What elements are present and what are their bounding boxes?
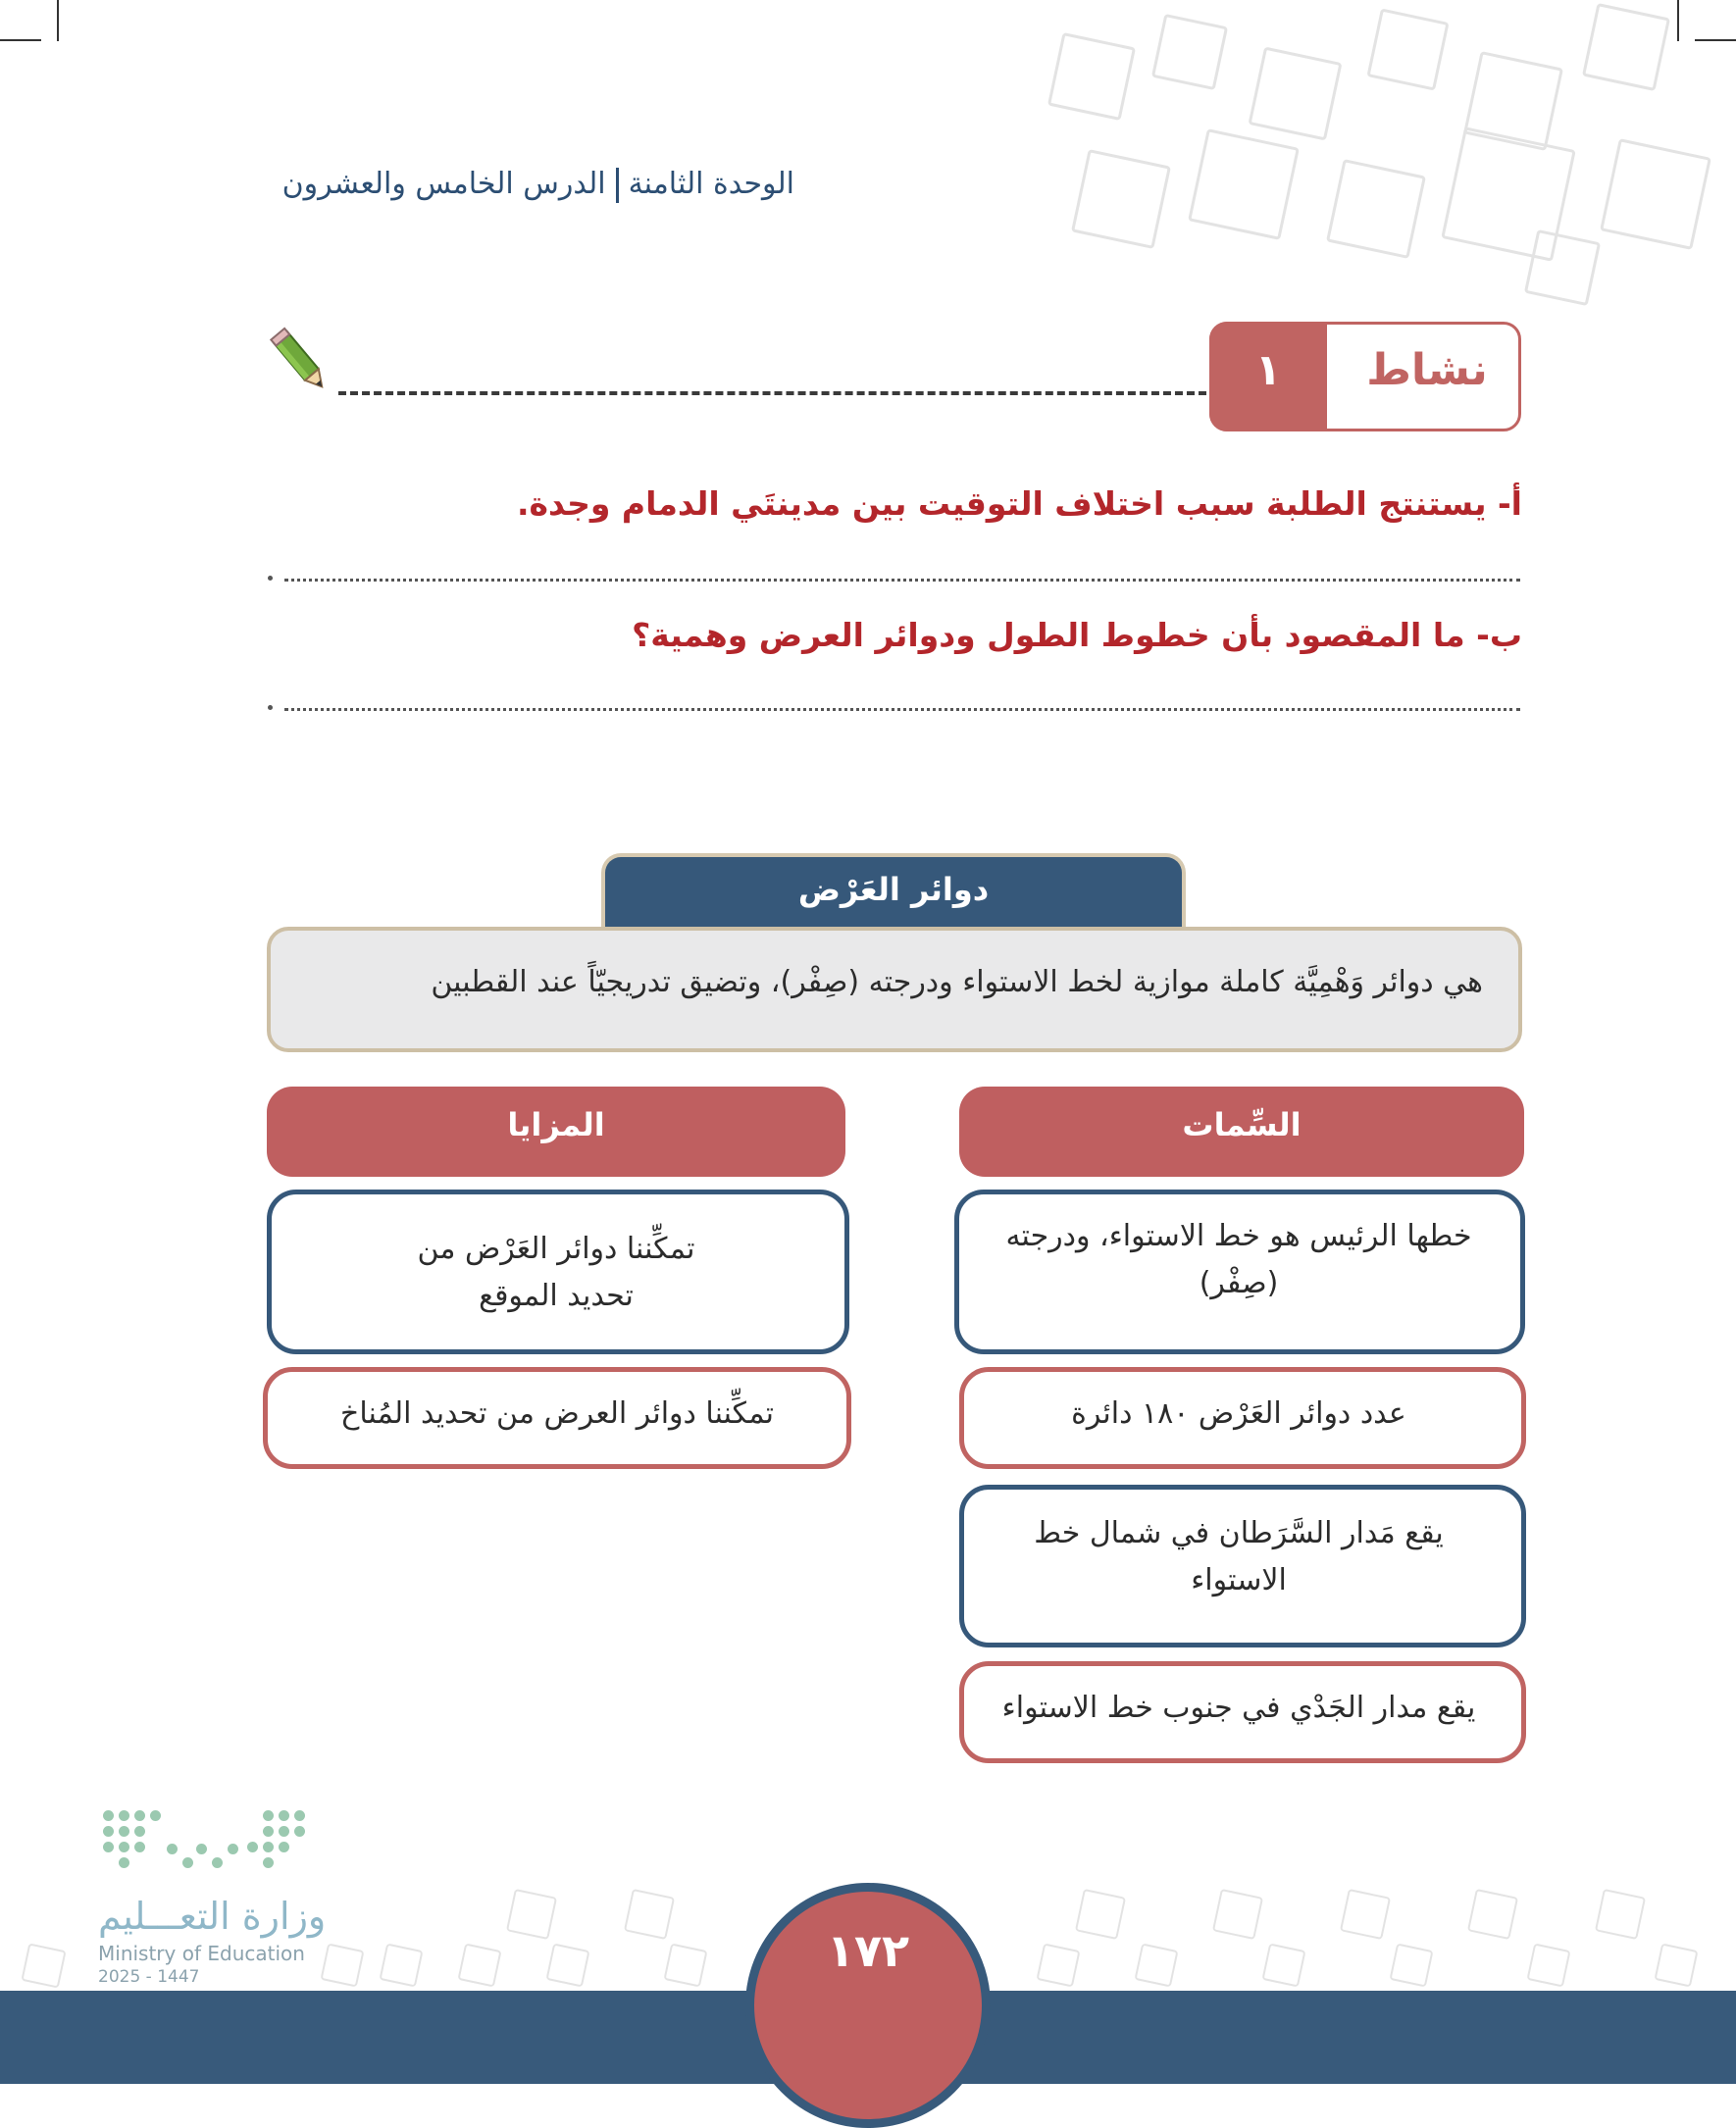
- crop-mark: [1695, 39, 1736, 41]
- edition-year: 2025 - 1447: [98, 1967, 200, 1987]
- question-b: ب- ما المقصود بأن خطوط الطول ودوائر العرض وهمية؟: [632, 616, 1522, 654]
- advantages-title: المزايا: [507, 1106, 605, 1143]
- features-title: السِّمات: [1182, 1106, 1302, 1143]
- feature-line: عدد دوائر العَرْض ١٨٠ دائرة: [1071, 1396, 1406, 1431]
- feature-card-text: [974, 1510, 1504, 1604]
- crop-mark: [0, 39, 41, 41]
- crop-mark: [57, 0, 59, 41]
- lesson-title: الدرس الخامس والعشرون: [281, 167, 606, 201]
- answer-line-b[interactable]: [284, 708, 1520, 711]
- ministry-name-ar: وزارة التعـــليم: [98, 1895, 327, 1938]
- feature-card-text: [974, 1391, 1504, 1438]
- feature-line: الاستواء: [1191, 1563, 1287, 1597]
- feature-card-text: [974, 1213, 1504, 1307]
- ministry-name-en: Ministry of Education: [98, 1942, 305, 1965]
- answer-line-a[interactable]: [284, 579, 1520, 582]
- activity-label: نشاط: [1366, 345, 1488, 395]
- crop-mark: [1677, 0, 1679, 41]
- feature-line: يقع مَدار السَّرَطان في شمال خط: [1034, 1516, 1444, 1550]
- activity-number: ١: [1254, 345, 1282, 395]
- definition-text: هي دوائر وَهْمِيَّة كاملة موازية لخط الاستواء ودرجته (صِفْر)، وتضيق تدريجيّاً عند القطبين: [431, 965, 1483, 999]
- activity-dashed-line: [338, 391, 1206, 395]
- answer-line-dot: [268, 576, 273, 581]
- page-number-badge: [745, 1883, 991, 2128]
- feature-line: يقع مدار الجَدْي في جنوب خط الاستواء: [1001, 1691, 1476, 1725]
- feature-card-text: [974, 1685, 1504, 1732]
- advantage-card-text: [273, 1391, 842, 1438]
- concept-title: دوائر العَرْض: [797, 871, 990, 908]
- advantage-line: تمكِّننا دوائر العَرْض من: [417, 1232, 695, 1266]
- page-number: ١٧٢: [826, 1924, 910, 1977]
- feature-line: (صِفْر): [1199, 1266, 1279, 1300]
- advantage-card-text: [286, 1226, 826, 1320]
- question-a: أ- يستنتج الطلبة سبب اختلاف التوقيت بين مدينتَي الدمام وجدة.: [517, 484, 1522, 523]
- unit-title: الوحدة الثامنة: [628, 167, 794, 201]
- pencil-icon: [267, 324, 335, 400]
- header-divider: [616, 168, 619, 203]
- unit-lesson-header: [282, 167, 794, 203]
- advantage-line: تمكِّننا دوائر العرض من تحديد المُناخ: [340, 1396, 774, 1431]
- advantage-line: تحديد الموقع: [479, 1279, 634, 1313]
- feature-line: خطها الرئيس هو خط الاستواء، ودرجته: [1005, 1219, 1472, 1253]
- answer-line-dot: [268, 705, 273, 710]
